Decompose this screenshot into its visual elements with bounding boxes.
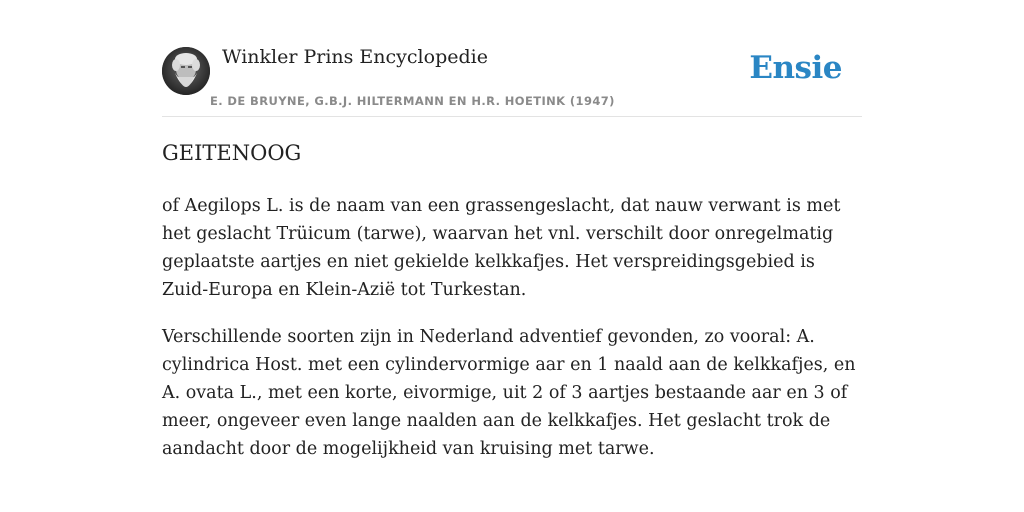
article-body <box>162 192 862 482</box>
page-header <box>162 44 862 117</box>
portrait-image <box>162 47 210 95</box>
author-portrait-avatar <box>162 47 210 95</box>
article-paragraph: Verschillende soorten zijn in Nederland adventief gevonden, zo vooral: A. cylindrica Host. met een cylindervormige aar en 1 naald aan de kelkkafjes, en A. ovata L., met een korte, eivormige, uit 2 of 3 aartjes bestaande aar en 3 of meer, ongeveer even lange naalden aan de kelkkafjes. Het geslacht trok de aandacht door de mogelijkheid van kruising met tarwe. <box>162 327 856 459</box>
article-paragraph: of Aegilops L. is de naam van een grassengeslacht, dat nauw verwant is met het geslacht Trüicum (tarwe), waarvan het vnl. verschilt door onregelmatig geplaatste aartjes en niet gekielde kelkkafjes. Het verspreidingsgebied is Zuid-Europa en Klein-Azië tot Turkestan. <box>162 196 841 300</box>
site-title[interactable]: Winkler Prins Encyclopedie <box>222 46 488 68</box>
authors-line: E. DE BRUYNE, G.B.J. HILTERMANN EN H.R. HOETINK (1947) <box>210 94 615 108</box>
ensie-brand-logo[interactable]: Ensie <box>749 50 842 86</box>
entry-title: GEITENOOG <box>162 141 302 165</box>
